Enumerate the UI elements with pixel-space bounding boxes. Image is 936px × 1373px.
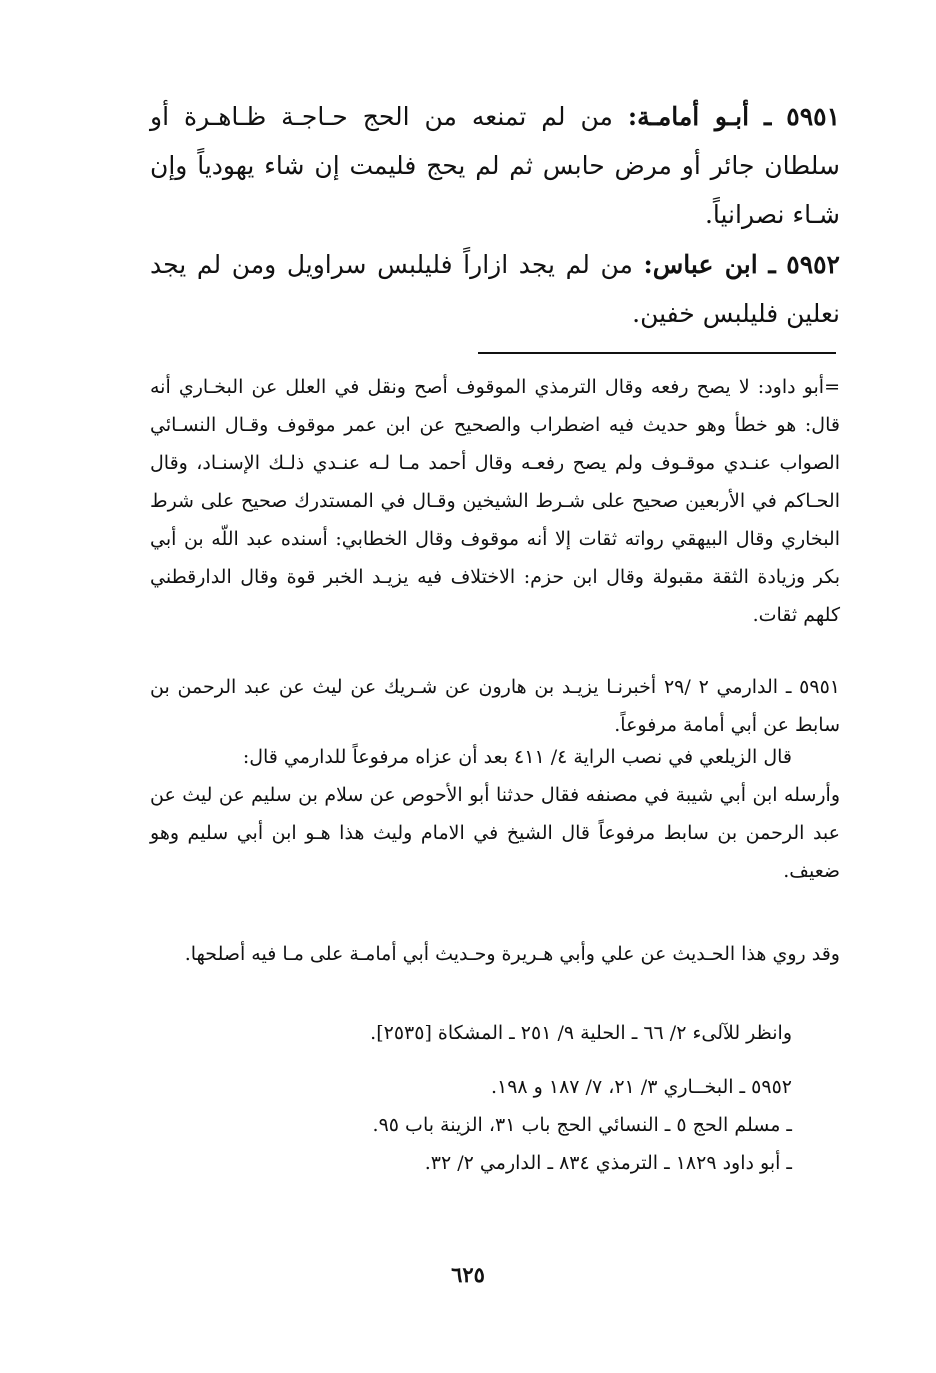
footnote-5952-line-3: ـ أبو داود ١٨٢٩ ـ الترمذي ٨٣٤ ـ الدارمي ٢/ ٣٢. <box>424 1152 792 1174</box>
footnote-continuation-text: =أبو داود: لا يصح رفعه وقال الترمذي الموقوف أصح ونقل في العلل عن البخـاري أنه قال: هو خطأ وهو حديث فيه اضطراب والصحيح عن ابن عمر موقوف وقـال النسـائي الصواب عنـدي موقـوف ولم يصح رفعـه وقال أحمد مـا لـه عنـدي ذلـك الإسنـاد، وقال الحـاكم في الأربعين صحيح على شـرط الشيخين وقـال في المستدرك صحيح على شرط البخاري وقال البيهقي رواته ثقات إلا أنه موقوف وقال الخطابي: أسنده عبد اللّه بن أبي بكر وزيادة الثقة مقبولة وقال ابن حزم: الاختلاف فيه يزيـد الخبر قوة وقال الدارقطني كلهم ثقات. <box>150 376 840 626</box>
footnote-5952 <box>150 1068 840 1182</box>
hadith-number: ٥٩٥١ <box>786 102 841 131</box>
footnote-also-narrated <box>150 935 840 973</box>
footnote-see-also <box>150 1014 840 1052</box>
hadith-text: من لم يجد ازاراً فليلبس سراويل ومن لم يجد نعلين فليلبس خفين. <box>150 250 840 328</box>
footnote-5951-text: ٥٩٥١ ـ الدارمي ٢ /٢٩ أخبرنـا يزيـد بن هارون عن شـريك عن ليث عن عبد الرحمن بن سابط عن أبي أمامة مرفوعاً. <box>150 676 840 736</box>
footnote-separator <box>478 352 836 354</box>
hadith-text: من لم تمنعه من الحج حـاجـة ظـاهـرة أو سلطان جائر أو مرض حابس ثم لم يحج فليمت إن شاء يهودياً وإن شـاء نصرانياً. <box>150 102 840 229</box>
footnote-continuation <box>150 368 840 634</box>
footnote-5952-line-2: ـ مسلم الحج ٥ ـ النسائي الحج باب ٣١، الزينة باب ٩٥. <box>372 1114 792 1136</box>
page-number: ٦٢٥ <box>451 1262 485 1287</box>
zaylai-intro: قال الزيلعي في نصب الراية ٤/ ٤١١ بعد أن عزاه مرفوعاً للدارمي قال: <box>242 746 792 768</box>
hadith-narrator: أبـو أمامـة: <box>627 102 750 131</box>
zaylai-text: وأرسله ابن أبي شيبة في مصنفه فقال حدثنا أبو الأحوص عن سلام بن سليم عن ليث عن عبد الرحمن بن سابط مرفوعاً قال الشيخ في الامام وليث هذا هـو ابن أبي سليم وهو ضعيف. <box>150 784 840 882</box>
footnote-zaylai <box>150 738 840 890</box>
hadith-number: ٥٩٥٢ <box>786 250 840 279</box>
hadith-dash: ـ <box>768 250 776 279</box>
see-also-text: وانظر للآلىء ٢/ ٦٦ ـ الحلية ٩/ ٢٥١ ـ المشكاة [٢٥٣٥]. <box>370 1022 792 1044</box>
hadith-narrator: ابن عباس: <box>643 250 758 279</box>
hadith-5952 <box>150 240 840 338</box>
hadith-5951 <box>150 92 840 239</box>
footnote-5952-line-1: ٥٩٥٢ ـ البخــاري ٣/ ٢١، ٧/ ١٨٧ و ١٩٨. <box>490 1076 792 1098</box>
footnote-5951 <box>150 668 840 744</box>
also-narrated-text: وقد روي هذا الحـديث عن علي وأبي هـريرة وحـديث أبي أمامـة على مـا فيه أصلحها. <box>184 943 840 965</box>
hadith-dash: ـ <box>764 102 772 131</box>
